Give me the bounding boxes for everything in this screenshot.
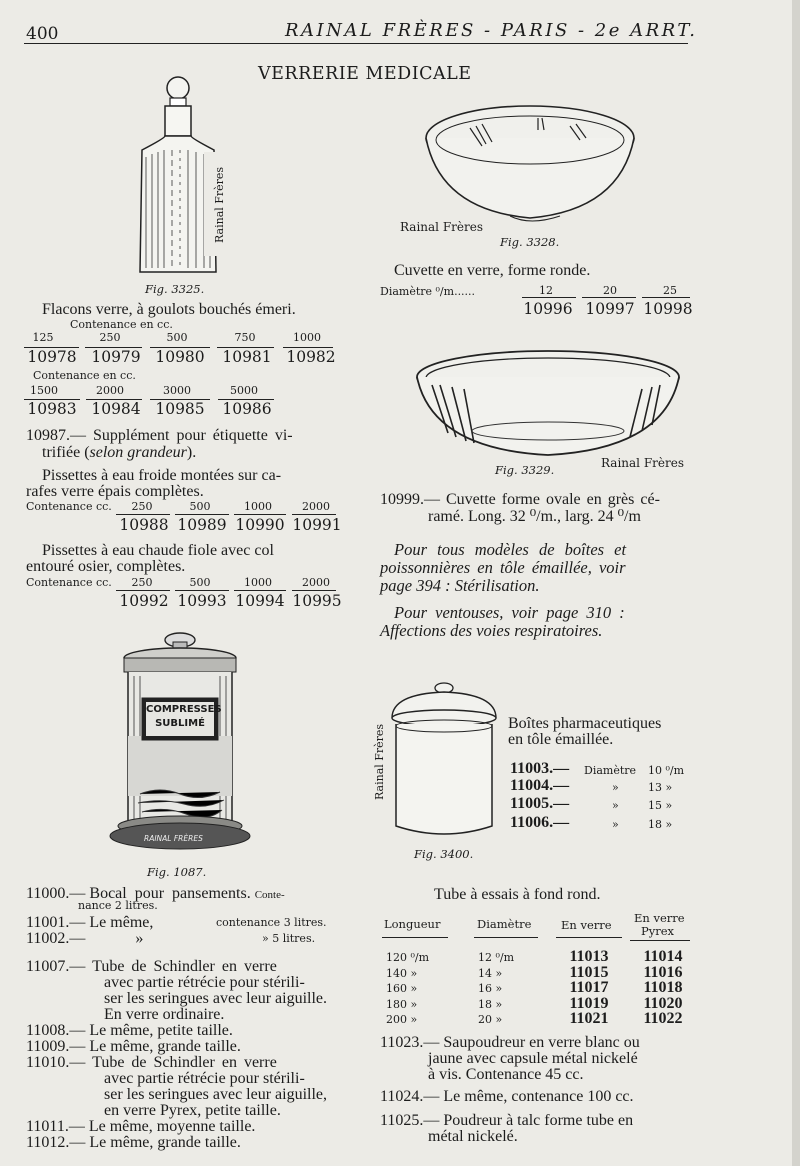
capacity-value: 125 xyxy=(32,331,54,344)
column-header: En verre xyxy=(561,918,612,932)
table-cell: 160 » xyxy=(386,982,418,995)
capacity-value: 2000 xyxy=(302,500,330,513)
capacity-value: 500 xyxy=(189,500,211,513)
catalog-entry: 11023.— Saupoudreur en verre blanc ou xyxy=(380,1034,640,1051)
reference-number: 10995 xyxy=(292,592,342,610)
jar-label-line2: SUBLIMÉ xyxy=(155,718,205,729)
cross-reference-note: page 394 : Stérilisation. xyxy=(380,576,540,595)
product-title: Pissettes à eau chaude fiole avec col xyxy=(42,542,274,559)
cross-reference-note: poissonnières en tôle émaillée, voir xyxy=(380,558,626,577)
reference-number: 10992 xyxy=(119,592,169,610)
size-label: » xyxy=(612,818,619,831)
table-cell: 12 ⁰/m xyxy=(478,951,515,964)
catalog-entry-cont: En verre ordinaire. xyxy=(104,1006,225,1023)
reference-number: 10989 xyxy=(177,516,227,534)
brand-mark: Rainal Frères xyxy=(601,456,684,470)
catalog-entry: 10987.— Supplément pour étiquette vi- xyxy=(26,427,293,444)
brand-mark: Rainal Frères xyxy=(373,723,386,800)
reference-number: 10986 xyxy=(222,400,272,418)
reference-number: 10998 xyxy=(643,300,693,318)
catalog-entry: 11025.— Poudreur à talc forme tube en xyxy=(380,1112,634,1129)
reference-number: 10988 xyxy=(119,516,169,534)
capacity-label: Contenance en cc. xyxy=(70,318,173,331)
catalog-entry: 11012.— Le même, grande taille. xyxy=(26,1134,241,1151)
column-header: En verre xyxy=(634,911,685,925)
figure-caption: Fig. 3400. xyxy=(414,847,474,861)
capacity-value: 5000 xyxy=(230,384,258,397)
product-title: Boîtes pharmaceutiques xyxy=(508,715,662,732)
section-title: VERRERIE MEDICALE xyxy=(258,64,472,84)
reference-number: 10994 xyxy=(235,592,285,610)
jar-label-line1: COMPRESSES xyxy=(146,704,222,715)
table-cell: 16 » xyxy=(478,982,503,995)
figure-caption: Fig. 1087. xyxy=(147,865,207,879)
catalog-entry: 11010.— Tube de Schindler en verre xyxy=(26,1054,277,1071)
table-cell: 140 » xyxy=(386,966,418,980)
reference-number: 10978 xyxy=(27,348,77,366)
size-value: 10 ⁰/m xyxy=(648,764,685,777)
capacity-value: 500 xyxy=(189,576,211,589)
capacity-value: 250 xyxy=(99,331,121,344)
catalog-entry-cont: en verre Pyrex, petite taille. xyxy=(104,1102,281,1119)
brand-mark: Rainal Frères xyxy=(213,166,226,243)
catalog-entry: 11007.— Tube de Schindler en verre xyxy=(26,958,277,975)
reference-number: 10979 xyxy=(91,348,141,366)
reference-number: 11016 xyxy=(643,963,683,981)
diameter-value: 20 xyxy=(603,284,617,297)
size-label: Diamètre xyxy=(584,764,637,777)
catalog-entry: 11000.— Bocal pour pansements. Conte- xyxy=(26,885,285,902)
reference-number: 10990 xyxy=(235,516,285,534)
reference-number: 10983 xyxy=(27,400,77,418)
oval-bowl-illustration xyxy=(412,345,684,463)
capacity-value: 3000 xyxy=(163,384,191,397)
capacity-value: 500 xyxy=(166,331,188,344)
reference-number: 11014 xyxy=(643,948,683,965)
reference-number: 10996 xyxy=(523,300,573,318)
capacity-value: 1000 xyxy=(244,500,272,513)
reference-number: 11005.— xyxy=(510,795,570,812)
table-title: Tube à essais à fond rond. xyxy=(434,886,601,903)
figure-caption: Fig. 3328. xyxy=(500,235,560,249)
diameter-value: 12 xyxy=(539,284,553,297)
catalog-entry-cont: ramé. Long. 32 ⁰/m., larg. 24 ⁰/m xyxy=(428,508,641,525)
catalog-entry-cont: à vis. Contenance 45 cc. xyxy=(428,1066,584,1083)
diameter-value: 25 xyxy=(663,284,677,297)
reference-number: 10981 xyxy=(222,348,272,366)
capacity-label: Contenance cc. xyxy=(26,500,112,513)
catalog-entry: 11008.— Le même, petite taille. xyxy=(26,1022,233,1039)
reference-number: 11006.— xyxy=(510,814,570,831)
capacity-value: 1500 xyxy=(30,384,58,397)
column-header: Pyrex xyxy=(641,924,675,938)
column-header: Longueur xyxy=(384,917,441,931)
reference-number: 10993 xyxy=(177,592,227,610)
jar-base-brand: RAINAL FRÈRES xyxy=(144,834,203,843)
reference-number: 11021 xyxy=(569,1010,609,1027)
reference-number: 11020 xyxy=(643,994,683,1012)
figure-caption: Fig. 3325. xyxy=(145,282,205,296)
table-cell: 20 » xyxy=(478,1013,503,1026)
product-title: Cuvette en verre, forme ronde. xyxy=(394,262,591,279)
capacity-value: 1000 xyxy=(293,331,321,344)
capacity-label: Contenance en cc. xyxy=(33,369,136,382)
catalog-entry: 11001.— Le même, xyxy=(26,914,154,931)
catalog-entry-cont: métal nickelé. xyxy=(428,1128,518,1145)
reference-number: 10982 xyxy=(286,348,336,366)
table-cell: 180 » xyxy=(386,997,418,1011)
table-cell: 120 ⁰/m xyxy=(386,951,430,964)
product-title-cont: rafes verre épais complètes. xyxy=(26,483,204,500)
size-value: 15 » xyxy=(648,799,673,812)
reference-number: 11004.— xyxy=(510,777,570,794)
reference-number: 10980 xyxy=(155,348,205,366)
catalog-entry-cont: jaune avec capsule métal nickelé xyxy=(428,1050,638,1067)
running-title: RAINAL FRÈRES - PARIS - 2e ARRT. xyxy=(285,20,698,41)
cross-reference-note: Pour ventouses, voir page 310 : xyxy=(394,603,625,622)
table-cell: 200 » xyxy=(386,1013,418,1026)
catalog-entry-cont: ser les seringues avec leur aiguille, xyxy=(104,1086,328,1103)
size-label: » xyxy=(612,781,619,794)
reference-number: 10991 xyxy=(292,516,342,534)
reference-number: 11022 xyxy=(643,1010,683,1027)
product-title-cont: en tôle émaillée. xyxy=(508,731,614,748)
reference-number: 11013 xyxy=(569,948,609,965)
catalog-entry: 11009.— Le même, grande taille. xyxy=(26,1038,241,1055)
catalog-entry-detail: » 5 litres. xyxy=(262,932,316,945)
catalog-entry: 10999.— Cuvette forme ovale en grès cé- xyxy=(380,491,660,508)
catalog-entry: 11002.— » xyxy=(26,930,144,947)
capacity-value: 250 xyxy=(131,500,153,513)
page-edge-shadow xyxy=(792,0,800,1166)
brand-mark: Rainal Frères xyxy=(400,220,483,234)
cross-reference-note: Affections des voies respiratoires. xyxy=(380,621,603,640)
page-number: 400 xyxy=(26,24,59,44)
size-label: » xyxy=(612,799,619,812)
catalog-entry-cont: trifiée (selon grandeur). xyxy=(42,444,197,461)
capacity-value: 2000 xyxy=(96,384,124,397)
column-header: Diamètre xyxy=(477,917,532,931)
table-cell: 14 » xyxy=(478,966,503,980)
capacity-value: 750 xyxy=(234,331,256,344)
reference-number: 11017 xyxy=(569,979,609,996)
catalog-entry-detail: contenance 3 litres. xyxy=(216,916,327,929)
catalog-entry-cont: avec partie rétrécie pour stérili- xyxy=(104,974,305,991)
reference-number: 10997 xyxy=(585,300,635,318)
reference-number: 10984 xyxy=(91,400,141,418)
capacity-label: Contenance cc. xyxy=(26,576,112,589)
size-value: 18 » xyxy=(648,818,673,831)
cross-reference-note: Pour tous modèles de boîtes et xyxy=(394,540,627,559)
reference-number: 10985 xyxy=(155,400,205,418)
enamel-box-illustration xyxy=(388,680,500,840)
catalog-entry-cont: ser les seringues avec leur aiguille. xyxy=(104,990,328,1007)
product-title: Flacons verre, à goulots bouchés émeri. xyxy=(42,301,296,318)
size-value: 13 » xyxy=(648,781,673,794)
table-cell: 18 » xyxy=(478,997,503,1011)
catalog-entry: 11011.— Le même, moyenne taille. xyxy=(26,1118,256,1135)
catalog-entry: 11024.— Le même, contenance 100 cc. xyxy=(380,1088,634,1105)
reference-number: 11018 xyxy=(643,979,683,996)
figure-caption: Fig. 3329. xyxy=(495,463,555,477)
product-title-cont: entouré osier, complètes. xyxy=(26,558,186,575)
capacity-value: 250 xyxy=(131,576,153,589)
dressing-jar-illustration xyxy=(100,628,260,860)
capacity-value: 2000 xyxy=(302,576,330,589)
reference-number: 11003.— xyxy=(510,760,570,777)
catalog-entry-cont: avec partie rétrécie pour stérili- xyxy=(104,1070,305,1087)
reference-number: 11015 xyxy=(569,963,609,981)
round-bowl-illustration xyxy=(420,100,640,228)
diameter-label: Diamètre ⁰/m...... xyxy=(380,285,476,298)
catalog-entry-cont: nance 2 litres. xyxy=(78,899,158,912)
product-title: Pissettes à eau froide montées sur ca- xyxy=(42,467,282,484)
capacity-value: 1000 xyxy=(244,576,272,589)
reference-number: 11019 xyxy=(569,994,609,1012)
header-rule xyxy=(24,43,688,44)
